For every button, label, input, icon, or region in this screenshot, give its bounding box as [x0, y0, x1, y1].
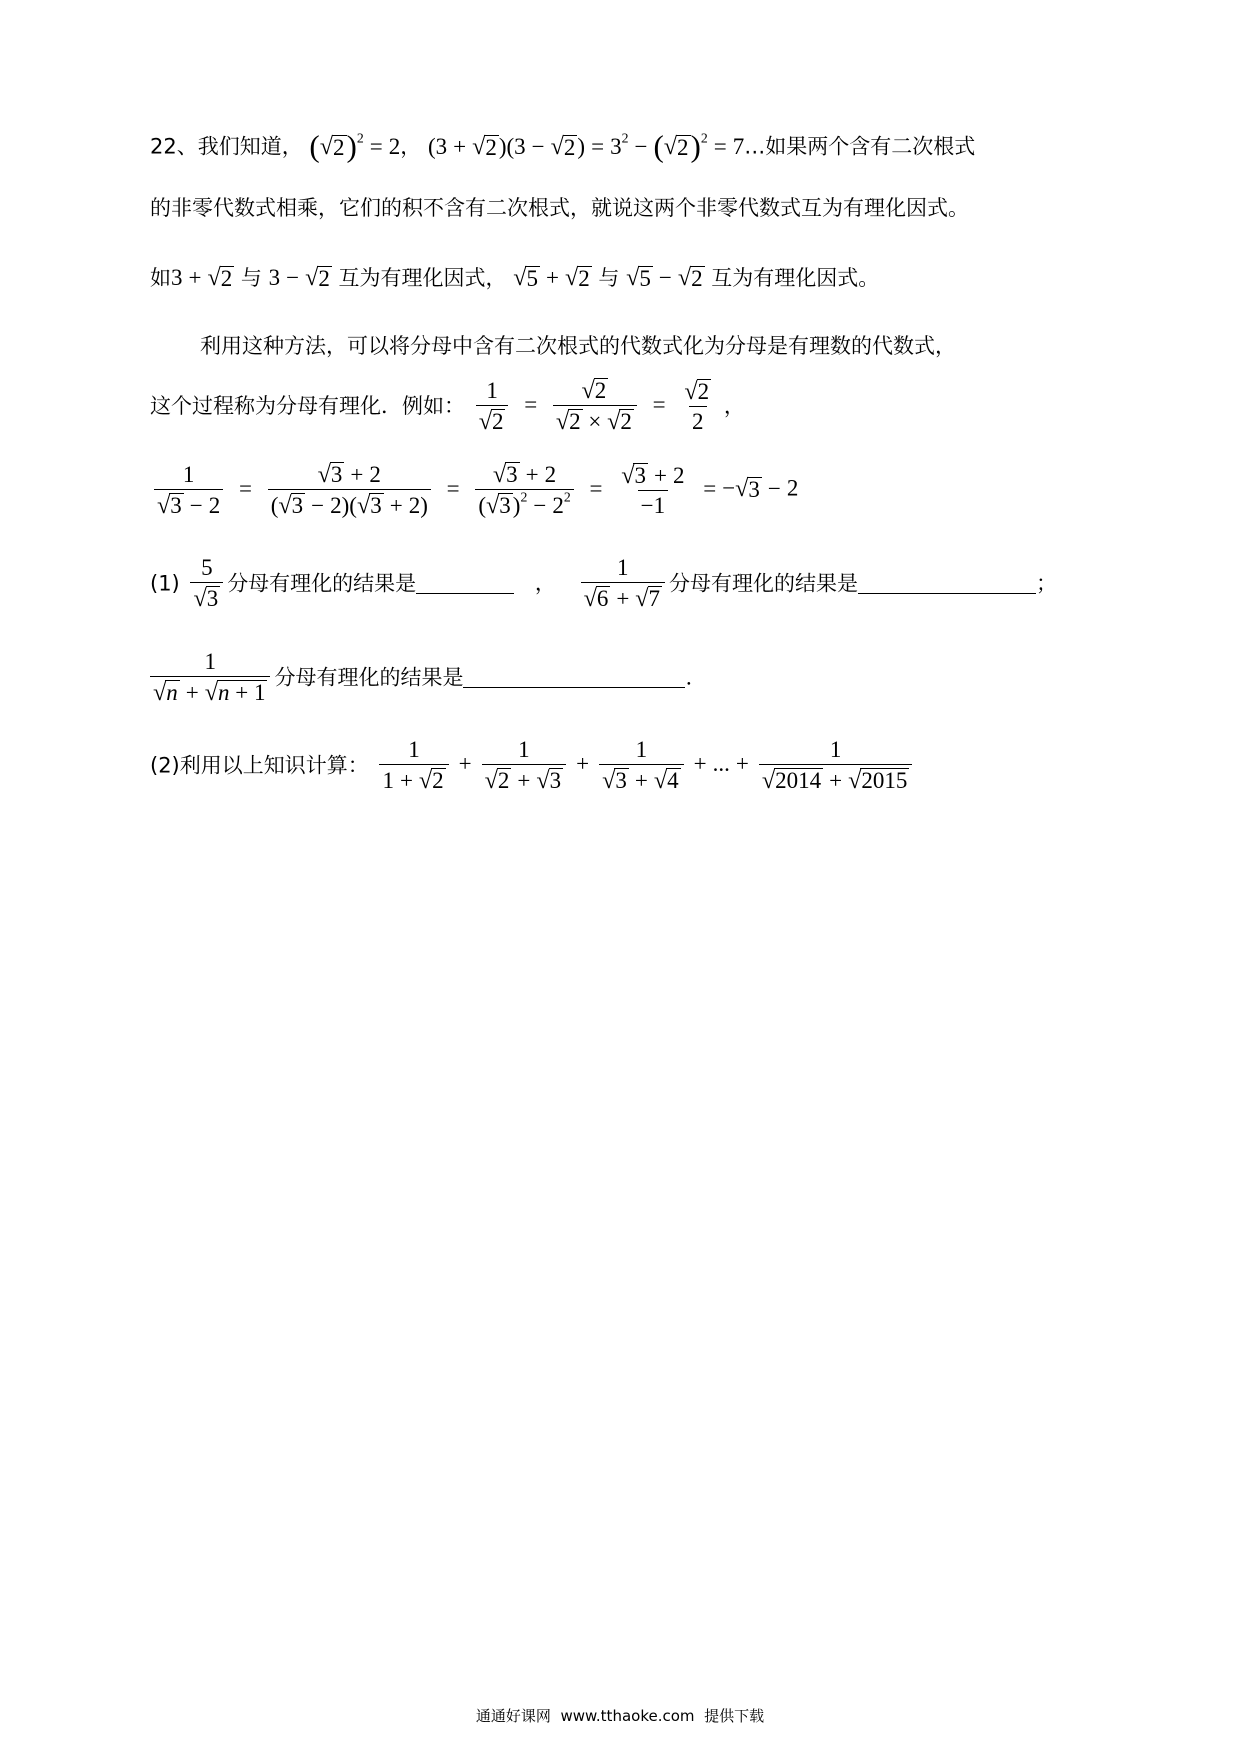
question-1 — [150, 556, 1057, 612]
example-rationalization-2: 1 √ 3 − 2 = √ 3 + 2 ( √ 3 − 2)( √ 3 + 2) = √ 3 + 2 ( √ 3 )$^2 - 2^2$ = √ 3 + 2 −1 = − √ 3 − 2 — [150, 462, 798, 519]
q1b-text: 分母有理化的结果是 — [669, 571, 859, 596]
separator: ， — [400, 134, 422, 159]
line3-prefix: 如 — [150, 266, 171, 290]
factor-d: √ 5 − √ 2 — [626, 264, 703, 291]
example-square-root-squared: ( √ 2 )$^2$ = 2 — [309, 128, 401, 163]
footer-url[interactable]: www.tthaoke.com — [560, 1707, 695, 1725]
q1-fraction-c: 1 √ n + √ n + 1 — [150, 663, 274, 688]
question-1-continued — [150, 650, 692, 706]
line5-end: ， — [723, 393, 745, 418]
page-footer — [0, 1705, 1240, 1726]
q1c-end: . — [685, 665, 693, 690]
q1-end: ； — [1036, 571, 1058, 596]
line5-prefix: 这个过程称为分母有理化．例如： — [150, 393, 465, 418]
q1-label: (1) — [150, 571, 180, 596]
eq1-value: 2 — [388, 133, 401, 159]
problem-line-5 — [150, 378, 745, 435]
line3-and-1: 与 — [240, 266, 262, 290]
factor-c: √ 5 + √ 2 — [513, 264, 590, 291]
q1-fraction-a: 5 √ 3 — [186, 569, 227, 594]
problem-number: 22、 — [150, 134, 198, 159]
line3-and-2: 与 — [598, 266, 620, 290]
intro-text: 我们知道， — [197, 134, 303, 159]
line1-tail: …如果两个含有二次根式 — [744, 134, 976, 159]
problem-line-1 — [150, 130, 975, 161]
answer-blank-2[interactable] — [858, 592, 1036, 594]
example-rationalization-1: 1 √ 2 = √ 2 √ 2 × √ 2 = √ 2 2 — [472, 392, 724, 417]
answer-blank-3[interactable] — [463, 686, 685, 688]
problem-line-4: 利用这种方法，可以将分母中含有二次根式的代数式化为分母是有理数的代数式， — [200, 334, 956, 358]
q1c-text: 分母有理化的结果是 — [274, 665, 464, 690]
q1-separator: ， — [534, 571, 556, 596]
answer-blank-1[interactable] — [416, 592, 514, 594]
factor-b: 3 − √ 2 — [268, 264, 330, 291]
footer-suffix: 提供下载 — [704, 1707, 765, 1725]
eq2-value: 7 — [732, 133, 745, 159]
q2-ellipsis: ... — [712, 751, 730, 777]
q2-sum-expression: 1 1 + √ 2 + 1 √ 2 + √ 3 + 1 √ 3 + √ 4 + ... + 1 √ 2014 + √ 2015 — [375, 751, 916, 776]
question-2 — [150, 738, 916, 794]
example-product: (3 + √ 2 )(3 − √ 2 ) = $3^2$ − ( √ 2 )$^2$ = 7 — [427, 128, 745, 163]
factor-a: 3 + √ 2 — [171, 264, 233, 291]
q2-label: (2)利用以上知识计算： — [150, 753, 369, 778]
line3-end: 互为有理化因式。 — [711, 266, 880, 290]
q1a-text: 分母有理化的结果是 — [227, 571, 417, 596]
footer-site-name: 通通好课网 — [475, 1707, 551, 1725]
q1-fraction-b: 1 √ 6 + √ 7 — [577, 569, 669, 594]
problem-line-2: 的非零代数式相乘，它们的积不含有二次根式，就说这两个非零代数式互为有理化因式。 — [150, 196, 969, 220]
line3-mid: 互为有理化因式， — [338, 266, 507, 290]
problem-line-3 — [150, 266, 879, 290]
